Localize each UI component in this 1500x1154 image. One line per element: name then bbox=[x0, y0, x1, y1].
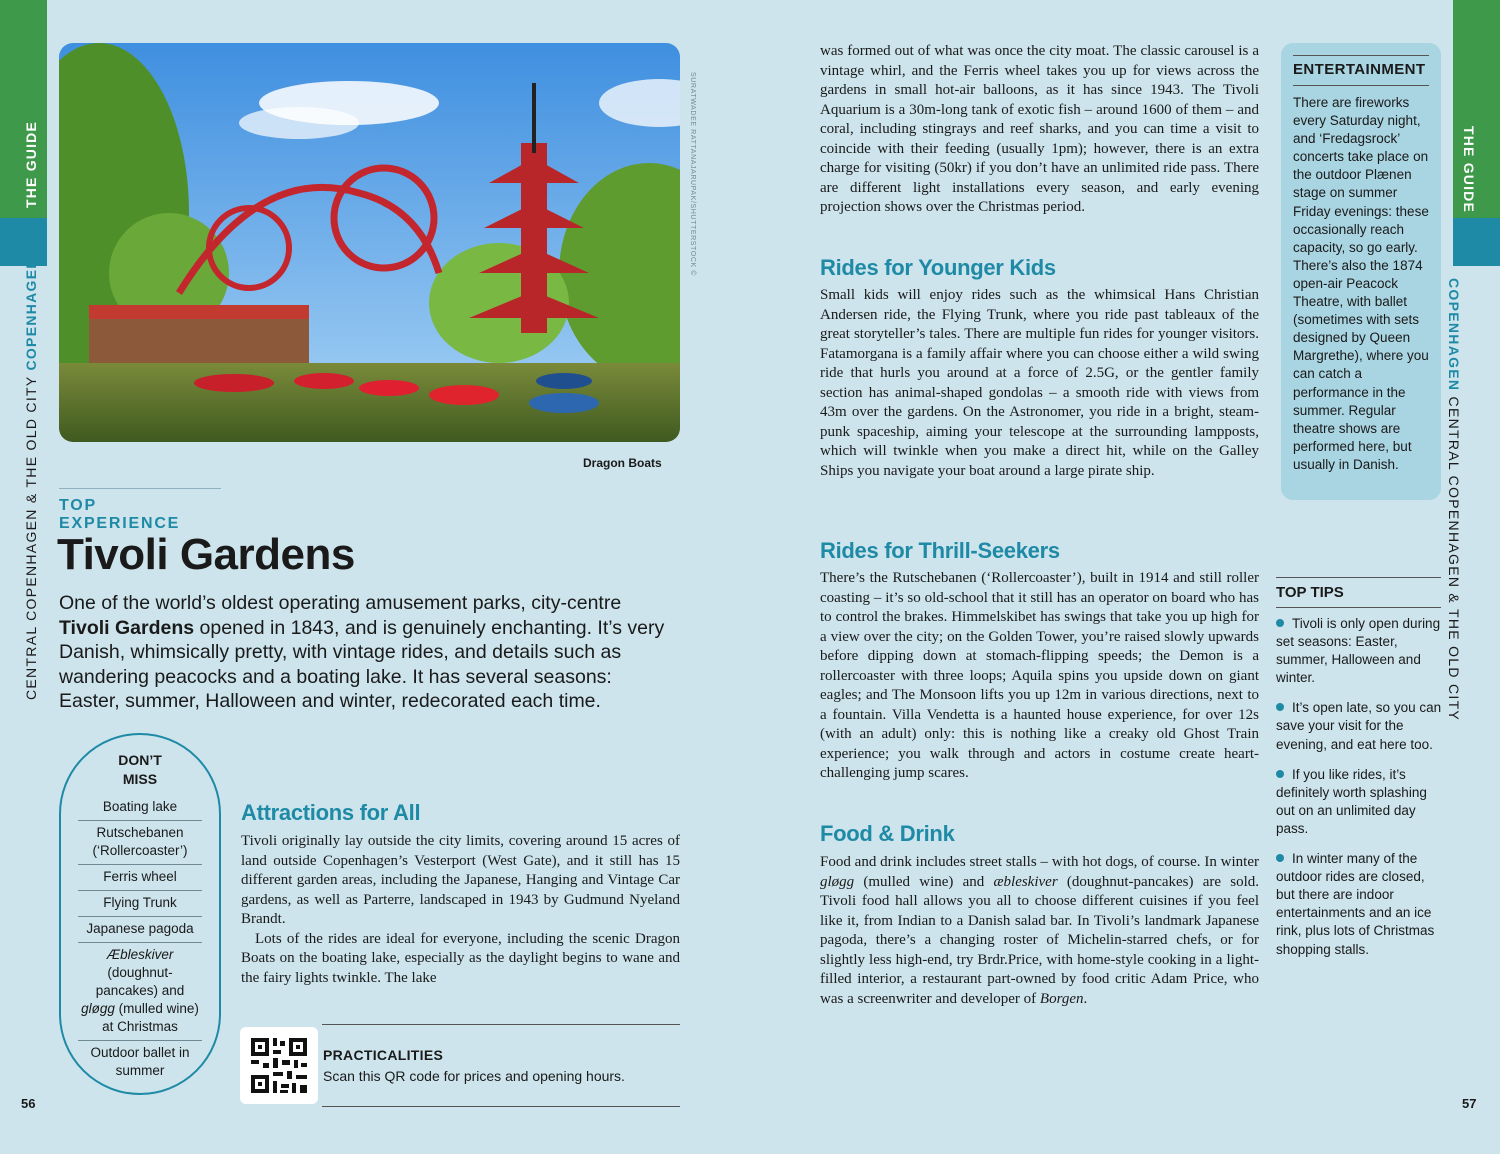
bullet-icon bbox=[1276, 854, 1284, 862]
top-tips-list bbox=[1276, 615, 1442, 971]
entertainment-text: There are fireworks every Saturday night, and ‘Fredagsrock’ concerts take place on the outdoor Plænen stage on summer Friday evenings: these occasionally reach capacity, so go early. There’s also the 1874 open-air Peacock Theatre, with ballet (sometimes with sets designed by Queen Margrethe), where you can catch a performance in the summer. Regular theatre shows are performed here, but usually in Danish. bbox=[1293, 95, 1429, 472]
guide-label-right: THE GUIDE bbox=[1461, 126, 1477, 214]
qr-code[interactable] bbox=[240, 1027, 318, 1104]
guide-label-left: THE GUIDE bbox=[23, 120, 39, 208]
entertainment-title: ENTERTAINMENT bbox=[1293, 61, 1426, 78]
practicalities-text: Scan this QR code for prices and opening hours. bbox=[323, 1068, 625, 1084]
entertainment-rule bbox=[1293, 55, 1429, 56]
dont-miss-list bbox=[78, 795, 202, 1084]
practicalities-rule-bottom bbox=[322, 1106, 680, 1107]
practicalities-rule-top bbox=[322, 1024, 680, 1025]
list-item: Boating lake bbox=[78, 795, 202, 821]
list-item: Outdoor ballet in summer bbox=[90, 1045, 190, 1078]
younger-kids-body: Small kids will enjoy rides such as the whimsical Hans Christian Andersen ride, the Flying Trunk, where you ride past tableaux of the great storyteller’s tales. There are multiple fun rides for younger visitors. Fatamorgana is a family affair where you can choose either a wild swing ride that hurls you around at a force of 2.5G, or the gentler family section has animal-shaped gondolas – a smooth ride with views from 43m over the gardens. On the Astronomer, you ride in a bright, steam-punk spaceship, aiming your telescope at the surrounding lampposts, which will twinkle when you make a direct hit, while on the Galley Ships you navigate your boat around a large pirate ship. bbox=[820, 287, 1259, 479]
photo-caption: Dragon Boats bbox=[583, 456, 662, 470]
page-number-right: 57 bbox=[1462, 1096, 1477, 1111]
bullet-icon bbox=[1276, 770, 1284, 778]
page-number-left: 56 bbox=[21, 1096, 36, 1111]
top-tips-title: TOP TIPS bbox=[1276, 584, 1344, 601]
tips-rule bbox=[1276, 607, 1441, 608]
list-item: In winter many of the outdoor rides are closed, but there are indoor entertainments and an ice rink, plus lots of Christmas shopping stalls. bbox=[1276, 851, 1435, 957]
kicker-rule bbox=[59, 488, 221, 489]
page-title: Tivoli Gardens bbox=[57, 530, 355, 579]
entertainment-rule-2 bbox=[1293, 85, 1429, 86]
tivoli-photo bbox=[59, 43, 680, 442]
food-drink-heading: Food & Drink bbox=[820, 821, 955, 846]
dont-miss-title: DON’T MISS bbox=[118, 752, 162, 787]
kicker: TOP EXPERIENCE bbox=[59, 497, 181, 532]
list-item: It’s open late, so you can save your visit for the evening, and eat here too. bbox=[1276, 700, 1442, 752]
list-item: Tivoli is only open during set seasons: Easter, summer, Halloween and winter. bbox=[1276, 616, 1441, 686]
list-item: Æbleskiver (doughnut-pancakes) and gløgg (mulled wine) at Christmas bbox=[78, 943, 202, 1041]
attractions-body: Tivoli originally lay outside the city limits, covering around 15 acres of land outside Copenhagen’s Vesterport (West Gate), and it still has 15 different garden areas, including the Japanese, Hanging and Vintage Car gardens, as well as Parterre, landscaped in 1943 by Gudmund Nyeland Brandt. Lots of the rides are ideal for everyone, including the scenic Dragon Boats on the boating lake, especially as the daylight begins to wane and the fairy lights twinkle. The lake bbox=[241, 833, 680, 986]
photo-credit: SURATWADEE RATTANAJARUPAK/SHUTTERSTOCK © bbox=[689, 72, 696, 277]
continued-body: was formed out of what was once the city moat. The classic carousel is a vintage whirl, and the Ferris wheel takes you up for views across the gardens in small hot-air balloons, as it has since 1943. The Tivoli Aquarium is a 30m-long tank of exotic fish – around 1600 of them – and coral, including stingrays and reef sharks, and you can time a visit to coincide with their feeding (usually 1pm); however, there is an extra charge for visiting (50kr) if you don’t have an unlimited ride pass. There are different light installations every season, and early evening projection shows over the Christmas period. bbox=[820, 43, 1259, 215]
list-item: Rutschebanen (‘Rollercoaster’) bbox=[78, 821, 202, 865]
section-label-right: COPENHAGEN CENTRAL COPENHAGEN & THE OLD CITY bbox=[1446, 278, 1462, 722]
thrill-seekers-body: There’s the Rutschebanen (‘Rollercoaster’), built in 1914 and still roller coasting – it’s so old-school that it still has an operator on board who has to control the brakes. Himmelskibet has swings that take you up high for a view over the city; on the Golden Tower, you’re raised slowly upwards before dipping down at stomach-flipping speeds; the Demon is a rollercoaster with three loops; Aquila spins you upside down on giant eagles; and The Monsoon lifts you up 12m in various directions, next to a fountain. Villa Vendetta is a haunted house experience, for over 12s (with an adult) only: this is nothing like a creaky old Ghost Train experience; you walk through and actors in costume create heart-challenging jump scares. bbox=[820, 570, 1259, 781]
list-item: Flying Trunk bbox=[78, 891, 202, 917]
practicalities-title: PRACTICALITIES bbox=[323, 1047, 444, 1063]
intro-paragraph: One of the world’s oldest operating amusement parks, city-centre Tivoli Gardens opened in 1843, and is genuinely enchanting. It’s very Danish, whimsically pretty, with vintage rides, and details such as wandering peacocks and a boating lake. It has several seasons: Easter, summer, Halloween and winter, redecorated each time. bbox=[59, 592, 665, 713]
list-item: Ferris wheel bbox=[78, 865, 202, 891]
section-tab-right bbox=[1453, 218, 1500, 266]
section-label-left: CENTRAL COPENHAGEN & THE OLD CITY COPENHAGEN bbox=[23, 257, 39, 700]
bullet-icon bbox=[1276, 619, 1284, 627]
list-item: If you like rides, it’s definitely worth splashing out on an unlimited day pass. bbox=[1276, 766, 1427, 836]
list-item: Japanese pagoda bbox=[78, 917, 202, 943]
bullet-icon bbox=[1276, 703, 1284, 711]
thrill-seekers-heading: Rides for Thrill-Seekers bbox=[820, 538, 1060, 563]
attractions-heading: Attractions for All bbox=[241, 800, 421, 825]
younger-kids-heading: Rides for Younger Kids bbox=[820, 255, 1056, 280]
food-drink-body: Food and drink includes street stalls – with hot dogs, of course. In winter gløgg (mulled wine) and æbleskiver (doughnut-pancakes) are sold. Tivoli food hall allows you all to choose different cuisines if you feel like it, from Indian to a Danish salad bar. In Tivoli’s landmark Japanese pagoda, there’s a changing roster of Michelin-starred chefs, or for slightly less high-end, try Brdr.Price, with home-style cooking in a light-filled interior, a restaurant part-owned by food critic Adam Price, who was a screenwriter and developer of Borgen. bbox=[820, 854, 1260, 1007]
tips-rule-top bbox=[1276, 577, 1441, 578]
